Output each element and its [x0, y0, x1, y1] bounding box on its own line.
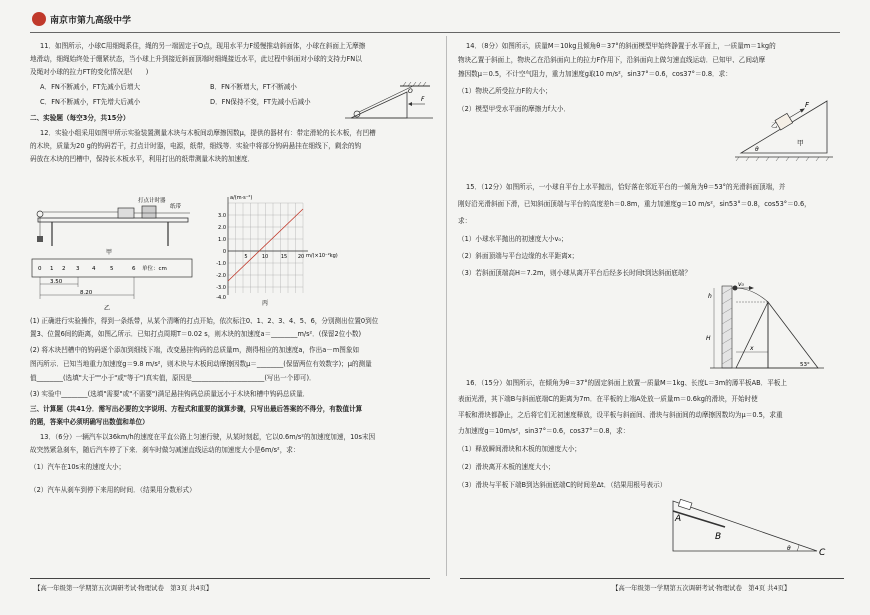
graph-ytick-m2: -2.0 — [216, 273, 226, 279]
tape-distance-2: 8.20 — [80, 290, 93, 296]
header-divider — [30, 32, 840, 33]
graph-ytick-2: 2.0 — [218, 225, 226, 231]
tape-point-4: 4 — [92, 266, 96, 272]
graph-ytick-m3: -3.0 — [216, 285, 226, 291]
q11-label-f: F — [421, 96, 425, 103]
graph-y-label: a/(m·s⁻²) — [230, 195, 253, 201]
label-tape: 纸带 — [170, 204, 182, 210]
q16-figure — [665, 495, 835, 563]
school-logo-icon — [32, 12, 46, 26]
q16-label-b: B — [715, 532, 722, 542]
tape-point-6: 6 — [132, 266, 136, 272]
tape-points — [38, 266, 136, 272]
q15-line2: 刚好沿光滑斜面下滑，已知斜面顶端与平台的高度差h＝0.8m，重力加速度g＝10 m/s²，sin53°＝0.8，cos53°＝0.6， — [458, 200, 811, 208]
graph-xtick-20: 20 — [297, 254, 305, 260]
tape-point-3: 3 — [76, 266, 80, 272]
q14-figure — [735, 95, 835, 163]
q16-line1: 16．（15分）如图所示，在倾角为θ＝37°的固定斜面上放置一质量M＝1kg、长度L＝3m的薄平板AB．平板上 — [466, 379, 787, 387]
graph-xtick-5: 5 — [244, 254, 248, 260]
left-footer-line — [30, 578, 430, 579]
q12-line1: 12．实验小组采用如图甲所示实验装置测量木块与木板间动摩擦因数μ，提供的器材有：带定滑轮的长木板，有凹槽 — [40, 129, 376, 137]
q14-sub2: （2）模型甲受水平面的摩擦力f大小． — [458, 105, 571, 113]
graph-ytick-1: 1.0 — [218, 237, 226, 243]
section-experiment: 二、实验题（每空3分，共15分） — [30, 114, 130, 122]
right-footer: 【高一年级第一学期第五次调研考试·物理试卷 第4页 共4页】 — [612, 584, 791, 592]
graph-ytick-0: 0 — [222, 249, 226, 255]
q11-option-d: D．FN保持不变，FT先减小后减小 — [210, 98, 311, 106]
label-yi: 乙 — [104, 305, 111, 312]
q16-sub3: （3）滑块与平板下端B到达斜面底端C的时间差Δt．（结果用根号表示） — [458, 481, 667, 489]
q12-part1-line1: (1) 正确进行实验操作，得到一条纸带，从某个清晰的打点开始，依次标注0、1、2、3、4、5、6，分别测出位置0到位 — [30, 317, 379, 325]
graph-ytick-3: 3.0 — [218, 213, 226, 219]
q16-label-theta: θ — [787, 545, 791, 552]
q16-label-c: C — [819, 548, 826, 558]
q11-line3: 及绳对小球的拉力FT的变化情况是( ) — [30, 68, 149, 76]
section-calc-line1: 三、计算题（共41分．需写出必要的文字说明、方程式和重要的演算步骤，只写出最后答案的不得分，有数值计算 — [30, 405, 363, 413]
q12-part2-line1: (2) 将木块凹槽中的钩码逐个添加到细线下端，改变悬挂钩码的总质量m，测得相应的加速度a，作出a－m图象如 — [30, 346, 360, 354]
q13-sub2: （2）汽车从刹车到停下来用的时间．（结果用分数形式） — [30, 486, 196, 494]
q12-part2-line3: 值________(选填"大于""小于"或"等于")真实值，原因是______________________(写出一个即可)． — [30, 374, 316, 382]
q11-option-c: C．FN不断减小，FT先增大后减小 — [40, 98, 141, 106]
q12-figure-tape — [28, 257, 198, 312]
q14-label-yi: 乙 — [771, 121, 778, 129]
column-divider — [446, 36, 447, 576]
q11-line1: 11．如图所示，小球C用细绳系住，绳的另一端固定于O点，现用水平力F缓慢推动斜面体，小球在斜面上无摩擦 — [40, 42, 366, 50]
q13-line2: 故突然紧急刹车，随后汽车停了下来．刹车时做匀减速直线运动的加速度大小是6m/s²，求： — [30, 446, 300, 454]
tape-point-0: 0 — [38, 266, 42, 272]
q14-sub1: （1）物块乙所受拉力F的大小； — [458, 87, 552, 95]
q14-line2: 物块乙置于斜面上，物块乙在沿斜面向上的拉力F作用下，沿斜面向上做匀速直线运动．已知甲、乙间动摩 — [458, 56, 766, 64]
q14-line1: 14．（8分）如图所示，质量M＝10kg且倾角θ＝37°的斜面模型甲始终静置于水平面上，一质量m＝1kg的 — [466, 42, 776, 50]
label-timer: 打点计时器 — [138, 198, 166, 204]
graph-ytick-m1: -1.0 — [216, 261, 226, 267]
q12-line2: 的木块，质量为20 g的钩码若干，打点计时器，电源，纸带，细线等．实验中将部分钩码悬挂在细线下，剩余的钩 — [30, 142, 362, 150]
q11-figure — [345, 80, 435, 122]
label-jia: 甲 — [106, 249, 113, 256]
q13-sub1: （1）汽车在10s末的速度大小； — [30, 463, 126, 471]
q15-label-angle: 53° — [800, 362, 810, 368]
q15-label-v0: v₀ — [738, 281, 744, 288]
left-footer: 【高一年级第一学期第五次调研考试·物理试卷 第3页 共4页】 — [34, 584, 213, 592]
q12-line3: 码放在木块的凹槽中，保持长木板水平，利用打出的纸带测量木块的加速度． — [30, 155, 255, 163]
q15-label-x: x — [750, 345, 754, 352]
q15-figure — [700, 282, 830, 372]
q16-line3: 平板和滑块都静止，之后将它们无初速度释放，设平板与斜面间、滑块与斜面间的动摩擦因数均为μ＝0.5，求重 — [458, 411, 783, 419]
q15-line3: 求： — [458, 217, 472, 225]
graph-ytick-m4: -4.0 — [216, 295, 226, 301]
label-bing: 丙 — [262, 300, 269, 307]
q16-sub2: （2）滑块离开木板的速度大小； — [458, 463, 555, 471]
school-name: 南京市第九高级中学 — [50, 16, 132, 26]
q12-part3: (3) 实验中________(选填"需要"或"不需要")满足悬挂钩码总质量远小于木块和槽中钩码总质量． — [30, 390, 310, 398]
q14-label-theta: θ — [755, 146, 759, 153]
q12-part2-line2: 图丙所示．已知当地重力加速度g＝9.8 m/s²，则木块与木板间动摩擦因数μ＝________(保留两位有效数字)；μ的测量 — [30, 360, 372, 368]
tape-point-1: 1 — [50, 266, 54, 272]
q11-line2: 地滑动，细绳始终处于绷紧状态，当小球上升到接近斜面顶端时细绳接近水平，此过程中斜面对小球的支持力FN以 — [30, 55, 362, 63]
q16-sub1: （1）释放瞬间滑块和木板的加速度大小； — [458, 445, 581, 453]
q12-part1-line2: 置3、位置6间的距离，如图乙所示．已知打点周期T＝0.02 s，则木块的加速度a＝________m/s²．(保留2位小数) — [30, 330, 362, 338]
q13-line1: 13．（6分）一辆汽车以36km/h的速度在平直公路上匀速行驶，从某时刻起，它以0.6m/s²的加速度加速，10s末因 — [40, 433, 376, 441]
q15-label-H: H — [706, 335, 711, 342]
graph-xtick-10: 10 — [261, 254, 269, 260]
q11-option-b: B．FN不断增大，FT不断减小 — [210, 83, 297, 91]
q15-label-h: h — [708, 293, 712, 300]
q11-label-o: O — [408, 88, 413, 95]
q14-label-f: F — [805, 101, 810, 109]
q14-label-jia: 甲 — [797, 139, 804, 147]
graph-xtick-15: 15 — [280, 254, 288, 260]
q15-sub2: （2）斜面顶端与平台边缘的水平距离x； — [458, 252, 579, 260]
right-footer-line — [460, 578, 844, 579]
q12-figure-graph — [208, 195, 348, 307]
q12-figure-jia — [30, 196, 200, 256]
q15-sub1: （1）小球水平抛出的初速度大小v₀； — [458, 235, 568, 243]
tape-unit: 单位：cm — [142, 266, 167, 272]
q15-line1: 15．（12分）如图所示，一小球自平台上水平抛出，恰好落在邻近平台的一倾角为θ＝53°的光滑斜面顶端，并 — [466, 183, 786, 191]
q15-sub3: （3）若斜面顶端高H＝7.2m，则小球从离开平台后经多长时间t到达斜面底端？ — [458, 269, 692, 277]
tape-point-5: 5 — [110, 266, 114, 272]
q16-line4: 力加速度g＝10m/s²，sin37°＝0.6，cos37°＝0.8，求： — [458, 427, 630, 435]
q16-label-a: A — [675, 514, 682, 524]
q14-line3: 擦因数μ＝0.5，不计空气阻力，重力加速度g取10 m/s²，sin37°＝0.6，cos37°＝0.8．求： — [458, 70, 732, 78]
q16-line2: 表面光滑，其下端B与斜面底端C的距离为7m．在平板的上端A处放一质量m＝0.6kg的滑块，开始时使 — [458, 395, 758, 403]
graph-x-label: m/(×10⁻²kg) — [306, 253, 338, 259]
section-calc-line2: 的题，答案中必须明确写出数值和单位） — [30, 418, 149, 426]
tape-distance-1: 3.50 — [50, 279, 63, 285]
tape-point-2: 2 — [62, 266, 66, 272]
q11-option-a: A．FN不断减小，FT先减小后增大 — [40, 83, 141, 91]
